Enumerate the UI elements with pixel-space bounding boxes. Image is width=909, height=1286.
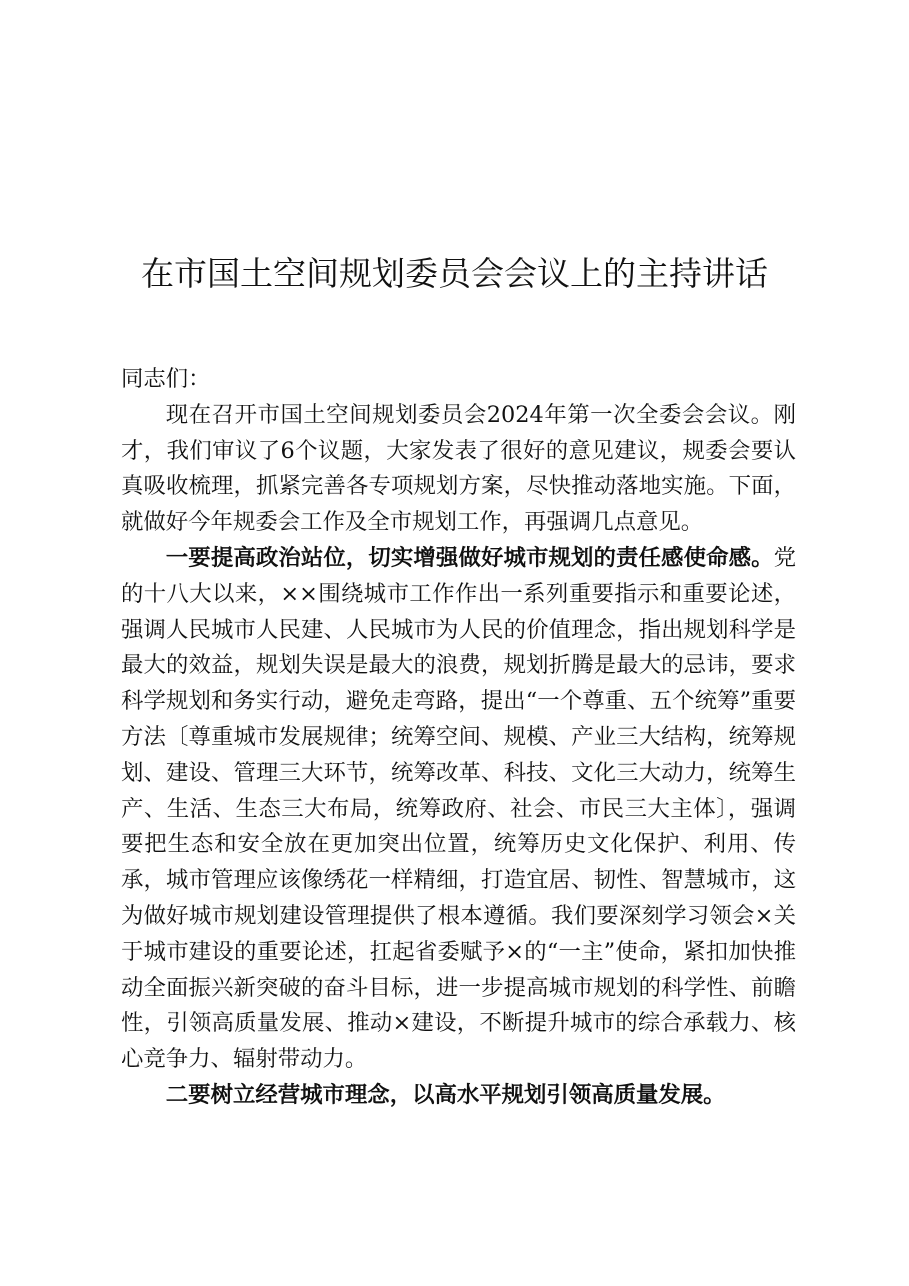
document-body bbox=[121, 362, 796, 1114]
paragraph-lead: 二要树立经营城市理念，以高水平规划引领高质量发展。 bbox=[165, 1081, 726, 1108]
paragraph-text: 党的十八大以来，××围绕城市工作作出一系列重要指示和重要论述，强调人民城市人民建、人民城市为人民的价值理念，指出规划科学是最大的效益，规划失误是最大的浪费，规划折腾是最大的忌讳，要求科学规划和务实行动，避免走弯路，提出“一个尊重、五个统筹”重要方法〔尊重城市发展规律；统筹空间、规模、产业三大结构，统筹规划、建设、管理三大环节，统筹改革、科技、文化三大动力，统筹生产、生活、生态三大布局，统筹政府、社会、市民三大主体〕，强调要把生态和安全放在更加突出位置，统筹历史文化保护、利用、传承，城市管理应该像绣花一样精细，打造宜居、韧性、智慧城市，这为做好城市规划建设管理提供了根本遵循。我们要深刻学习领会×关于城市建设的重要论述，扛起省委赋予×的“一主”使命，紧扣加快推动全面振兴新突破的奋斗目标，进一步提高城市规划的科学性、前瞻性，引领高质量发展、推动×建设，不断提升城市的综合承载力、核心竞争力、辐射带动力。 bbox=[121, 544, 796, 1073]
paragraph-opening bbox=[121, 398, 796, 541]
paragraph-lead: 一要提高政治站位，切实增强做好城市规划的责任感使命感。 bbox=[165, 544, 774, 571]
paragraph-point-one bbox=[121, 541, 796, 1078]
paragraph-text: 现在召开市国土空间规划委员会2024年第一次全委会会议。刚才，我们审议了6个议题，大家发表了很好的意见建议，规委会要认真吸收梳理，抓紧完善各专项规划方案，尽快推动落地实施。下面，就做好今年规委会工作及全市规划工作，再强调几点意见。 bbox=[121, 401, 796, 536]
paragraph-point-two bbox=[121, 1078, 796, 1114]
document-title: 在市国土空间规划委员会会议上的主持讲话 bbox=[141, 254, 768, 293]
salutation: 同志们： bbox=[121, 366, 211, 392]
